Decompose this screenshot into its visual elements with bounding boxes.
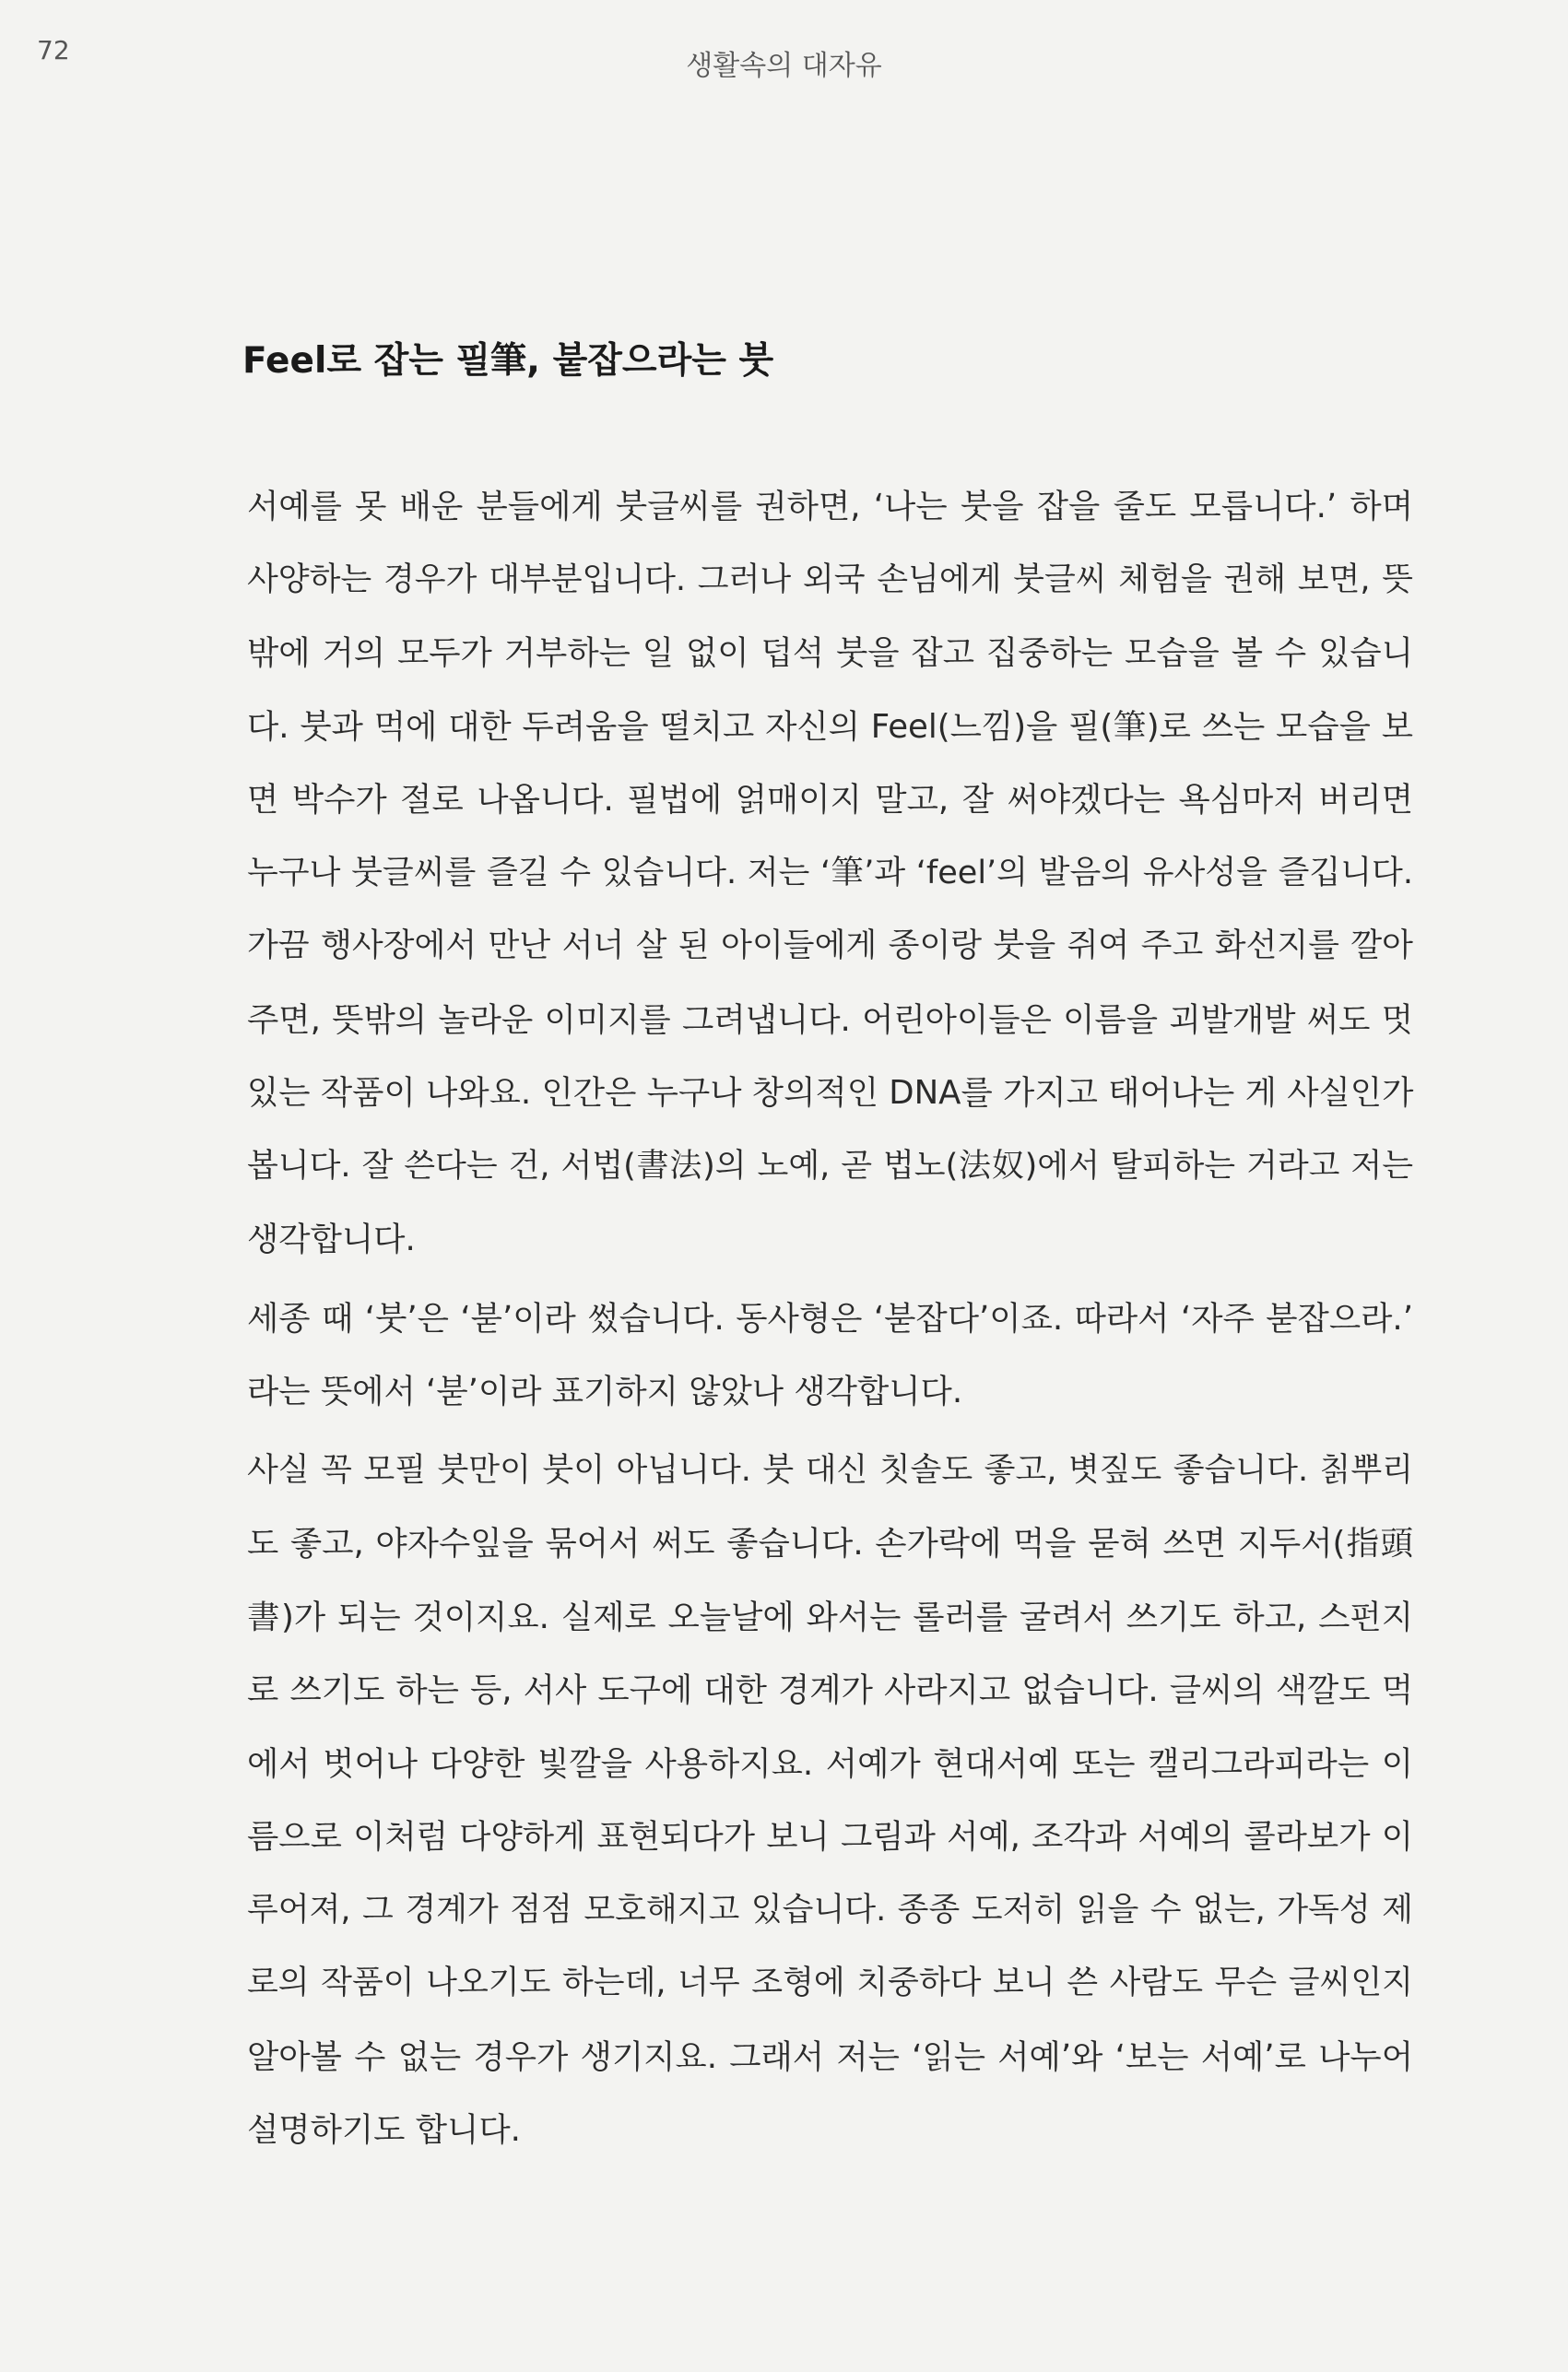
paragraph-1 xyxy=(247,470,1413,1277)
paragraph-2 xyxy=(247,1282,1413,1429)
text-line: 알아볼 수 없는 경우가 생기지요. 그래서 저는 ‘읽는 서예’와 ‘보는 서예’로 나누어 xyxy=(247,2037,1413,2076)
text-line: 봅니다. 잘 쓴다는 건, 서법(書法)의 노예, 곧 법노(法奴)에서 탈피하는 거라고 저는 xyxy=(247,1147,1413,1185)
text-line: 가끔 행사장에서 만난 서너 살 된 아이들에게 종이랑 붓을 쥐여 주고 화선지를 깔아 xyxy=(247,927,1413,964)
text-line: 면 박수가 절로 나옵니다. 필법에 얽매이지 말고, 잘 써야겠다는 욕심마저 버리면 xyxy=(247,781,1413,819)
page-number: 72 xyxy=(37,35,70,65)
text-line: 밖에 거의 모두가 거부하는 일 없이 덥석 붓을 잡고 집중하는 모습을 볼 수 있습니 xyxy=(247,634,1413,672)
text-line: 세종 때 ‘붓’은 ‘붇’이라 썼습니다. 동사형은 ‘붇잡다’이죠. 따라서 ‘자주 붇잡으라.’ xyxy=(247,1299,1413,1338)
text-line: 書)가 되는 것이지요. 실제로 오늘날에 와서는 롤러를 굴려서 쓰기도 하고, 스펀지 xyxy=(247,1598,1413,1636)
text-line: 있는 작품이 나와요. 인간은 누구나 창의적인 DNA를 가지고 태어나는 게 사실인가 xyxy=(247,1074,1414,1112)
text-line: 로의 작품이 나오기도 하는데, 너무 조형에 치중하다 보니 쓴 사람도 무슨 글씨인지 xyxy=(247,1965,1413,2001)
text-line: 다. 붓과 먹에 대한 두려움을 떨치고 자신의 Feel(느낌)을 필(筆)로 쓰는 모습을 보 xyxy=(247,707,1413,746)
text-line: 라는 뜻에서 ‘붇’이라 표기하지 않았나 생각합니다. xyxy=(247,1373,963,1410)
section-title: Feel로 잡는 필筆, 붙잡으라는 붓 xyxy=(242,340,774,382)
text-line: 누구나 붓글씨를 즐길 수 있습니다. 저는 ‘筆’과 ‘feel’의 발음의 유사성을 즐깁니다. xyxy=(247,854,1413,891)
text-line: 설명하기도 합니다. xyxy=(247,2111,521,2149)
text-line: 로 쓰기도 하는 등, 서사 도구에 대한 경계가 사라지고 없습니다. 글씨의 색깔도 먹 xyxy=(247,1671,1413,1709)
text-line: 생각합니다. xyxy=(247,1221,416,1258)
text-line: 에서 벗어나 다양한 빛깔을 사용하지요. 서예가 현대서예 또는 캘리그라피라는 이 xyxy=(247,1744,1413,1783)
running-header-book-title: 생활속의 대자유 xyxy=(686,50,882,82)
paragraph-3 xyxy=(247,1434,1413,2167)
text-line: 름으로 이처럼 다양하게 표현되다가 보니 그림과 서예, 조각과 서예의 콜라보가 이 xyxy=(247,1818,1413,1856)
text-line: 사양하는 경우가 대부분입니다. 그러나 외국 손님에게 붓글씨 체험을 권해 보면, 뜻 xyxy=(247,561,1413,598)
text-line: 루어져, 그 경계가 점점 모호해지고 있습니다. 종종 도저히 읽을 수 없는, 가독성 제 xyxy=(247,1891,1413,1929)
text-line: 사실 꼭 모필 붓만이 붓이 아닙니다. 붓 대신 칫솔도 좋고, 볏짚도 좋습니다. 칡뿌리 xyxy=(247,1451,1413,1489)
text-line: 주면, 뜻밖의 놀라운 이미지를 그려냅니다. 어린아이들은 이름을 괴발개발 써도 멋 xyxy=(247,1000,1413,1039)
text-line: 서예를 못 배운 분들에게 붓글씨를 권하면, ‘나는 붓을 잡을 줄도 모릅니다.’ 하며 xyxy=(247,488,1413,525)
text-line: 도 좋고, 야자수잎을 묶어서 써도 좋습니다. 손가락에 먹을 묻혀 쓰면 지두서(指頭 xyxy=(247,1525,1413,1563)
body-text xyxy=(247,470,1413,2167)
